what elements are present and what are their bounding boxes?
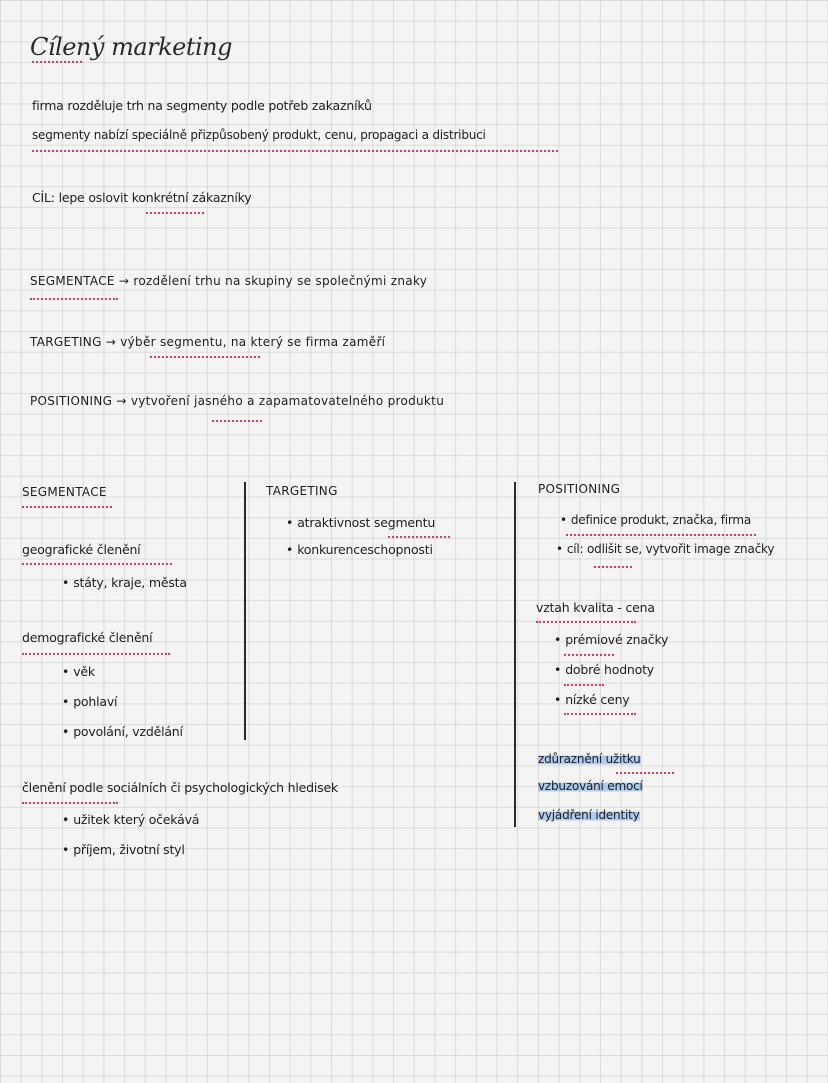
goal-line: CÍL: lepe oslovit konkrétní zákazníky [32,190,252,205]
quality-item: • nízké ceny [554,692,630,707]
def-positioning-dots [212,420,262,422]
highlight-2: vzbuzování emocí [538,779,643,793]
social-title: členění podle sociálních či psychologických hledisek [22,780,338,795]
quality-title-dots [536,621,636,623]
col2-item-dots [388,536,450,538]
social-item: • užitek který očekává [62,812,200,827]
col3-item: • cíl: odlišit se, vytvořit image značky [556,542,775,556]
col3-item: • definice produkt, značka, firma [560,513,752,527]
title-underline [32,61,82,63]
col3-item-dots [566,534,756,536]
quality-item2-dots [564,684,604,686]
social-title-dots [22,802,118,804]
quality-item3-dots [564,713,636,715]
intro-line-2: segmenty nabízí speciálně přizpůsobený produkt, cenu, propagaci a distribuci [32,128,486,142]
goal-dots [146,212,204,214]
geo-title-dots [22,563,172,565]
geo-title: geografické členění [22,542,141,557]
def-positioning: POSITIONING → vytvoření jasného a zapamatovatelného produktu [30,394,445,408]
col2-item: • konkurenceschopnosti [286,542,433,557]
social-item: • příjem, životní styl [62,842,185,857]
def-targeting: TARGETING → výběr segmentu, na který se firma zaměří [30,335,386,349]
intro-line-1: firma rozděluje trh na segmenty podle potřeb zakazníků [32,98,372,113]
demo-item: • pohlaví [62,694,118,709]
col1-heading-dots [22,506,112,508]
highlight-3: vyjádření identity [538,808,640,822]
def-targeting-dots [150,356,260,358]
col1-heading: SEGMENTACE [22,485,107,499]
col2-heading: TARGETING [266,484,338,498]
column-divider-right [514,482,516,827]
col2-item: • atraktivnost segmentu [286,515,436,530]
highlight-2-dots [616,772,674,774]
demo-item: • věk [62,664,95,679]
def-segmentace: SEGMENTACE → rozdělení trhu na skupiny se společnými znaky [30,274,428,288]
quality-title: vztah kvalita - cena [536,600,655,615]
page-title: Cílený marketing [30,33,232,61]
def-segmentace-dots [30,298,118,300]
quality-item: • prémiové značky [554,632,669,647]
highlight-1: zdůraznění užitku [538,752,641,766]
demo-title-dots [22,653,170,655]
quality-item-dots [564,654,614,656]
col3-item2-dots [594,566,632,568]
col3-heading: POSITIONING [538,482,621,496]
demo-item: • povolání, vzdělání [62,724,183,739]
intro-line-2-dots [32,150,558,152]
quality-item: • dobré hodnoty [554,662,655,677]
geo-item: • státy, kraje, města [62,575,187,590]
column-divider-left [244,482,246,740]
demo-title: demografické členění [22,630,153,645]
